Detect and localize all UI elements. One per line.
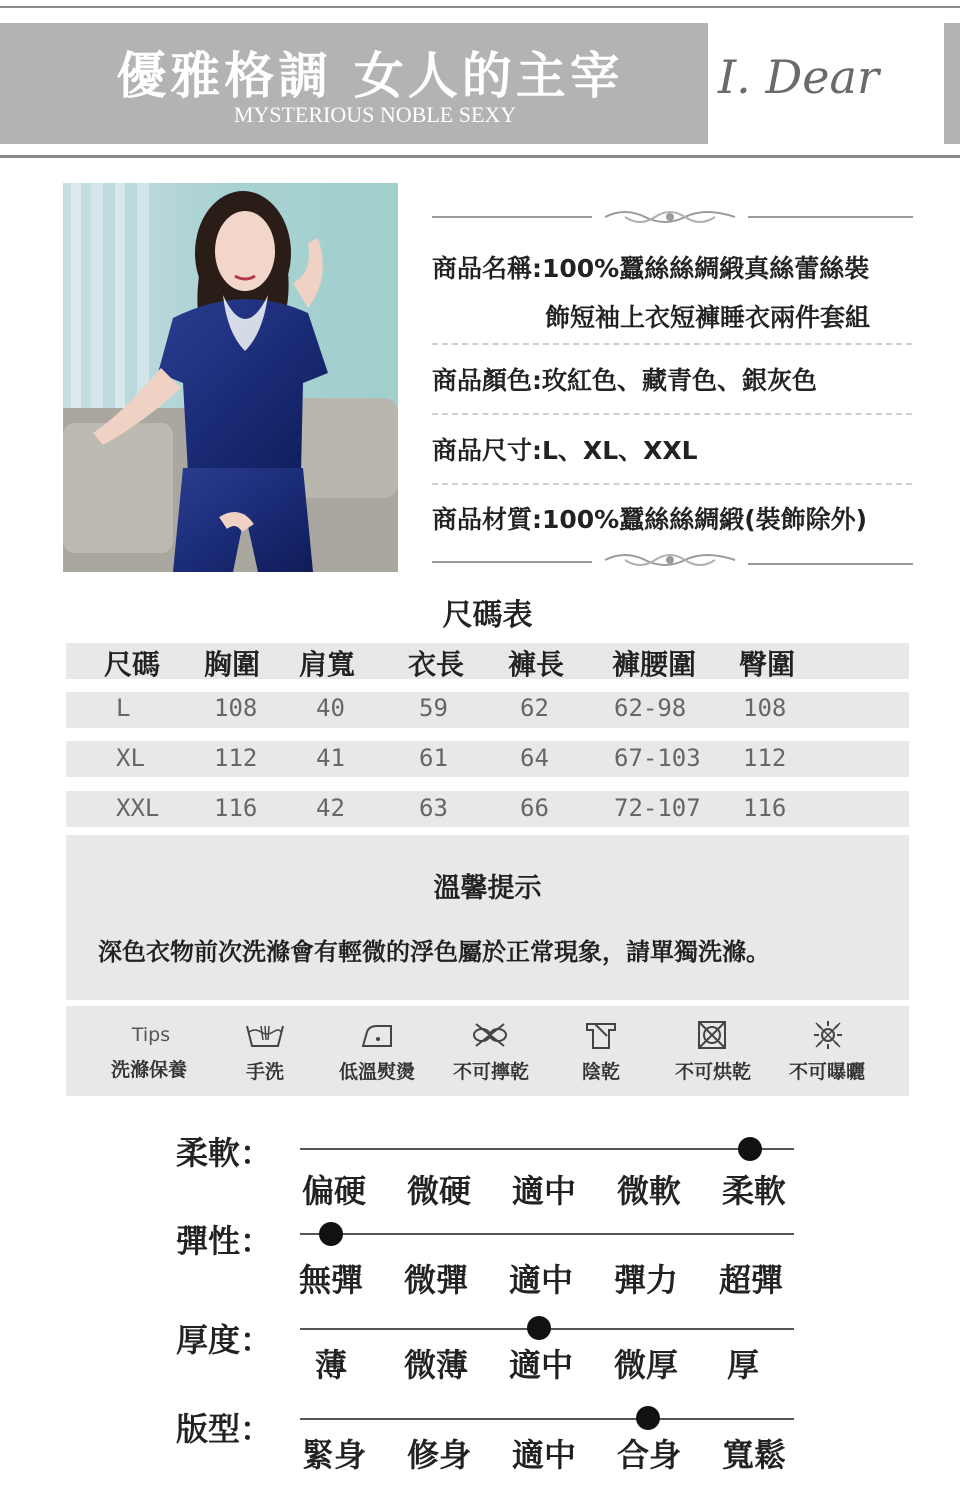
care-label-no-wring: 不可擰乾 — [452, 1061, 529, 1083]
product-name-line2: 飾短袖上衣短褲睡衣兩件套組 — [545, 303, 871, 332]
scale-option: 修身 — [406, 1436, 471, 1474]
ornament-line-right — [748, 216, 913, 218]
scale-option: 微厚 — [613, 1346, 678, 1384]
divider — [432, 413, 912, 415]
scale-option: 適中 — [508, 1261, 573, 1299]
table-cell: 42 — [316, 794, 345, 822]
size-table-header: 臀圍 — [739, 648, 796, 681]
size-table-header: 胸圍 — [204, 648, 261, 681]
table-cell: 108 — [214, 694, 258, 722]
scale-option: 微薄 — [403, 1346, 468, 1384]
care-label-no-sun: 不可曝曬 — [788, 1061, 865, 1083]
scale-option: 薄 — [314, 1346, 347, 1384]
scale-option: 寬鬆 — [721, 1436, 786, 1474]
shade-dry-icon — [581, 1020, 621, 1050]
table-cell: 72-107 — [614, 794, 701, 822]
scale-option: 微硬 — [406, 1172, 471, 1210]
scale-option: 緊身 — [301, 1436, 366, 1474]
size-table-title: 尺碼表 — [442, 598, 533, 633]
scale-option: 彈力 — [613, 1261, 678, 1299]
scale-softness-track — [300, 1148, 794, 1150]
table-cell: 63 — [419, 794, 448, 822]
header-bottom-rule — [0, 155, 960, 158]
divider — [432, 483, 912, 485]
header-title: 優雅格調 女人的主宰 — [116, 47, 624, 105]
scale-option: 無彈 — [298, 1261, 363, 1299]
scale-option: 適中 — [508, 1346, 573, 1384]
header-top-rule — [0, 6, 960, 8]
size-table-header: 肩寬 — [299, 648, 356, 681]
scale-elasticity-label: 彈性： — [176, 1222, 273, 1260]
table-cell: 61 — [419, 744, 448, 772]
table-cell: 41 — [316, 744, 345, 772]
table-cell: 112 — [743, 744, 787, 772]
product-photo — [63, 183, 398, 572]
table-cell: XL — [116, 744, 145, 772]
product-size: 商品尺寸:L、XL、XXL — [432, 436, 698, 465]
notice-box — [66, 835, 909, 1000]
table-cell: 67-103 — [614, 744, 701, 772]
scale-option: 超彈 — [718, 1261, 783, 1299]
hand-wash-icon — [245, 1020, 285, 1050]
no-tumble-dry-icon — [692, 1020, 732, 1050]
scale-option: 適中 — [511, 1436, 576, 1474]
table-cell: 116 — [214, 794, 258, 822]
scale-thickness-marker — [527, 1316, 551, 1340]
no-sun-icon — [808, 1020, 848, 1050]
scale-fit-marker — [636, 1406, 660, 1430]
table-cell: 62 — [520, 694, 549, 722]
scale-softness-label: 柔軟： — [176, 1134, 273, 1172]
ornament-bottom — [595, 548, 745, 572]
scale-option: 適中 — [511, 1172, 576, 1210]
table-cell: 112 — [214, 744, 258, 772]
table-cell: 59 — [419, 694, 448, 722]
scale-option: 柔軟 — [721, 1172, 786, 1210]
scale-elasticity-track — [300, 1233, 794, 1235]
scale-option: 合身 — [616, 1436, 681, 1474]
scale-softness-marker — [738, 1137, 762, 1161]
scale-fit-track — [300, 1418, 794, 1420]
care-heading: 洗滌保養 — [110, 1059, 187, 1081]
care-tips-label: Tips — [131, 1024, 171, 1046]
table-cell: 108 — [743, 694, 787, 722]
ornament-line-right — [748, 563, 913, 565]
ornament-top — [595, 205, 745, 229]
product-color: 商品顏色:玫紅色、藏青色、銀灰色 — [432, 366, 817, 395]
scale-option: 偏硬 — [301, 1172, 366, 1210]
no-wring-icon — [470, 1020, 510, 1050]
scale-option: 微軟 — [616, 1172, 681, 1210]
size-table-header: 尺碼 — [104, 648, 161, 681]
product-material: 商品材質:100%蠶絲絲綢緞(裝飾除外) — [432, 505, 868, 534]
product-name-line1: 商品名稱:100%蠶絲絲綢緞真絲蕾絲裝 — [432, 254, 870, 283]
care-label-no-tumble: 不可烘乾 — [674, 1061, 751, 1083]
ornament-line-left — [432, 561, 592, 563]
scale-option: 微彈 — [403, 1261, 468, 1299]
header-subtitle: MYSTERIOUS NOBLE SEXY — [233, 102, 517, 127]
table-cell: 62-98 — [614, 694, 687, 722]
table-cell: 40 — [316, 694, 345, 722]
table-cell: 64 — [520, 744, 549, 772]
table-cell: 66 — [520, 794, 549, 822]
care-label-iron: 低溫熨燙 — [338, 1061, 415, 1083]
size-table-header: 褲腰圍 — [612, 648, 697, 681]
scale-option: 厚 — [726, 1346, 759, 1384]
size-table-header: 衣長 — [408, 648, 465, 681]
care-label-shade-dry: 陰乾 — [581, 1061, 620, 1083]
notice-text: 深色衣物前次洗滌會有輕微的浮色屬於正常現象，請單獨洗滌。 — [98, 938, 770, 966]
table-cell: 116 — [743, 794, 787, 822]
table-cell: XXL — [116, 794, 160, 822]
ornament-line-left — [432, 216, 592, 218]
iron-low-icon — [357, 1020, 397, 1050]
divider — [432, 343, 912, 345]
scale-fit-label: 版型： — [176, 1410, 273, 1448]
scale-elasticity-marker — [319, 1222, 343, 1246]
scale-thickness-label: 厚度： — [176, 1321, 273, 1359]
header-side-block — [944, 23, 960, 144]
size-table-header: 褲長 — [508, 648, 565, 681]
brand-logo: I. Dear — [718, 50, 879, 104]
table-cell: L — [116, 694, 131, 722]
care-label-hand-wash: 手洗 — [245, 1061, 284, 1083]
notice-title: 溫馨提示 — [433, 873, 542, 904]
